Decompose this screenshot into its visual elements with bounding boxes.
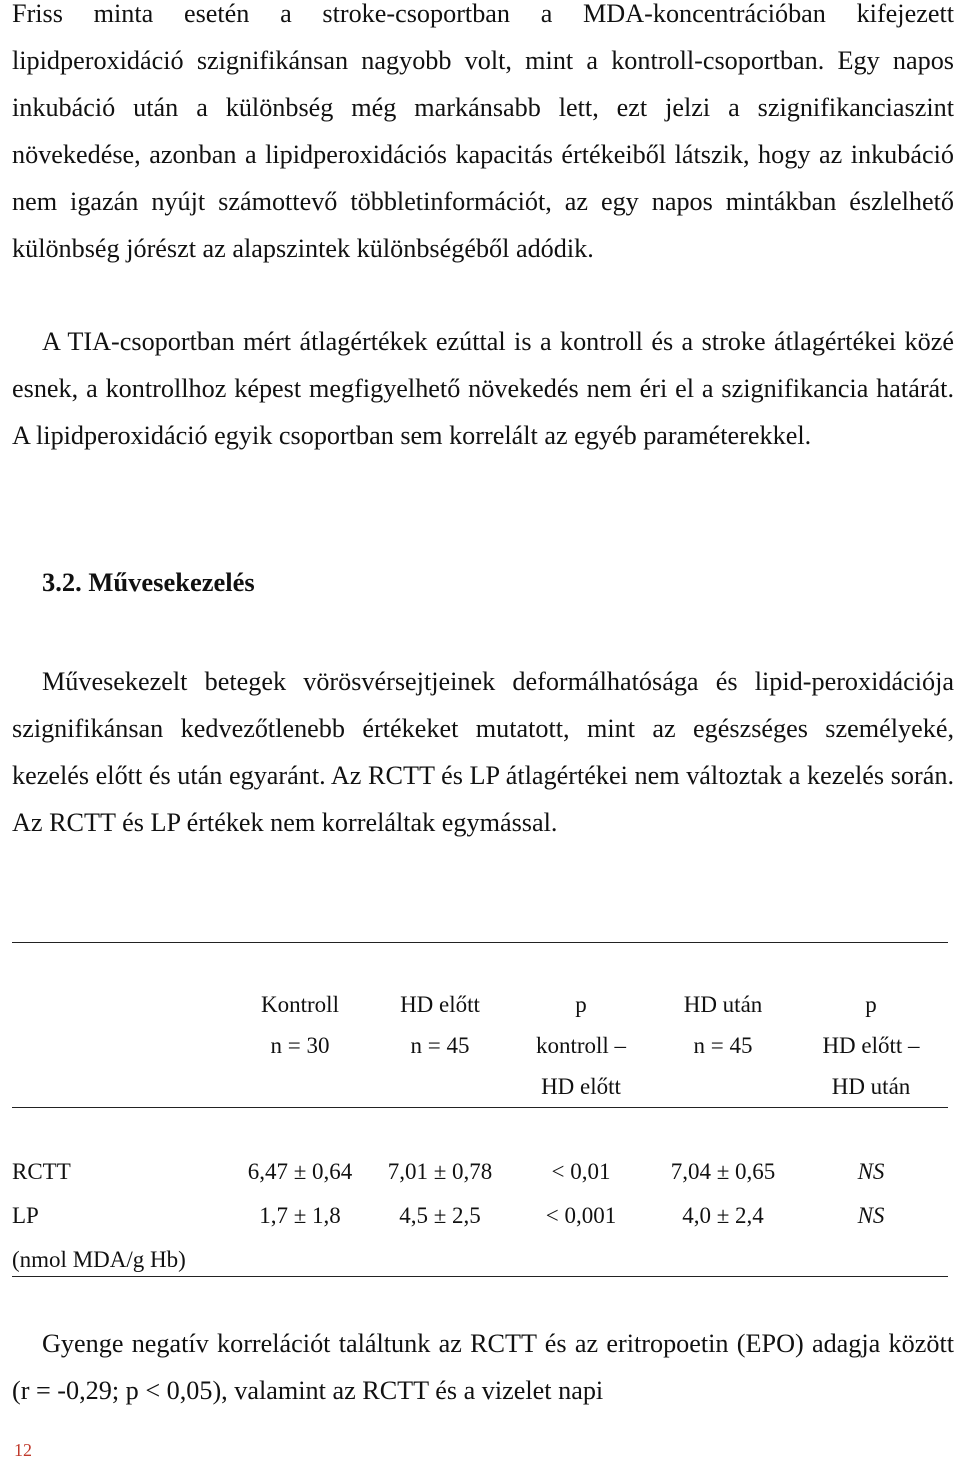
row-label-lp-unit: (nmol MDA/g Hb) (12, 1247, 186, 1272)
header-kontroll: Kontroll n = 30 (261, 992, 339, 1058)
row-label-rctt: RCTT (12, 1159, 71, 1184)
header-hd-utan: HD után n = 45 (683, 992, 763, 1058)
table-cell: 6,47 ± 0,64 (247, 1159, 353, 1184)
table-cell: < 0,01 (551, 1159, 611, 1184)
table-cell: < 0,001 (545, 1203, 617, 1228)
header-hd-elott: HD előtt n = 45 (400, 992, 480, 1058)
header-p-kontroll-hd: p kontroll – HD előtt (535, 992, 627, 1099)
table-cell: 7,01 ± 0,78 (387, 1159, 493, 1184)
page-number: 12 (14, 1440, 32, 1460)
header-p-hd-elott-utan: p HD előtt – HD után (822, 992, 920, 1099)
table-cell: NS (857, 1203, 885, 1228)
table-cell: 7,04 ± 0,65 (670, 1159, 776, 1184)
table-row (12, 1194, 948, 1282)
table-cell: NS (857, 1159, 885, 1184)
table-bottom-rule (12, 1276, 948, 1277)
paragraph-tia-group: A TIA-csoportban mért átlagértékek ezúttal is a kontroll és a stroke átlagértékei közé esnek, a kontrollhoz képest megfigyelhető növekedés nem éri el a szignifikancia határát. A lipidperoxidáció egyik csoportban sem korrelált az egyéb paraméterekkel. (12, 327, 954, 450)
paragraph-epo-correlation: Gyenge negatív korrelációt találtunk az RCTT és az eritropoetin (EPO) adagja között (r = -0,29; p < 0,05), valamint az RCTT és a vizelet napi (12, 1329, 954, 1405)
section-heading: 3.2. Művesekezelés (42, 567, 255, 597)
paragraph-hemodialysis: Művesekezelt betegek vörösvérsejtjeinek deformálhatósága és lipid-peroxidációja szignifikánsan kedvezőtlenebb értékeket mutatott, mint az egészséges személyeké, kezelés előtt és után egyaránt. Az RCTT és LP átlagértékei nem változtak a kezelés során. Az RCTT és LP értékek nem korreláltak egymással. (12, 667, 954, 837)
paragraph-stroke-lipidperoxidation: Friss minta esetén a stroke-csoportban a MDA-koncentrációban kifejezett lipidperoxidáció szignifikánsan nagyobb volt, mint a kontroll-csoportban. Egy napos inkubáció után a különbség még markánsabb lett, ezt jelzi a szignifikanciaszint növekedése, azonban a lipidperoxidációs kapacitás értékeiből látszik, hogy az inkubáció nem igazán nyújt számottevő többletinformációt, az egy napos mintákban észlelhető különbség jórészt az alapszintek különbségéből adódik. (12, 0, 954, 263)
row-label-lp: LP (nmol MDA/g Hb) (12, 1194, 230, 1282)
table-body (12, 1150, 948, 1282)
table-cell: 4,0 ± 2,4 (682, 1203, 764, 1228)
table-cell: 1,7 ± 1,8 (259, 1203, 341, 1228)
table-top-rule (12, 942, 948, 943)
table-row (12, 1150, 948, 1194)
table-header-rule (12, 1107, 948, 1108)
header-empty-cell (12, 984, 230, 1107)
table-header (12, 984, 948, 1107)
table-cell: 4,5 ± 2,5 (399, 1203, 481, 1228)
